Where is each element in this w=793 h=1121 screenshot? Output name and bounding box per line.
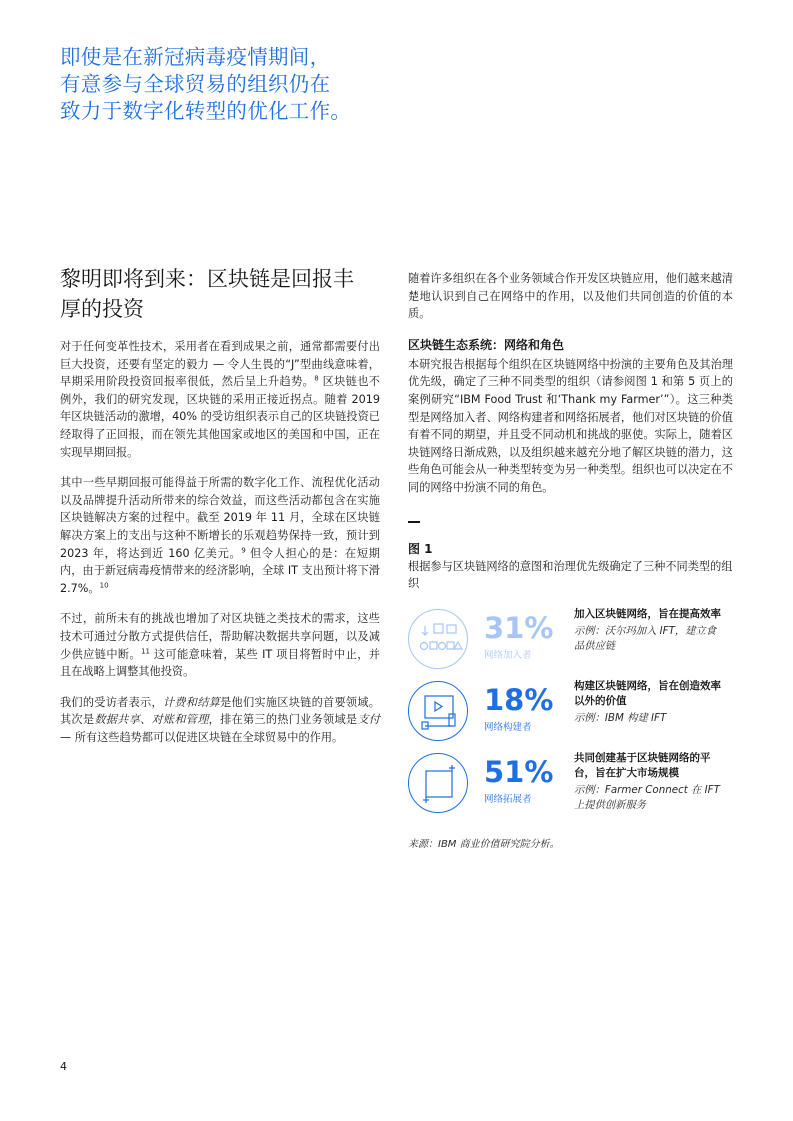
figure-subtitle: 根据参与区块链网络的意图和治理优先级确定了三种不同类型的组织 xyxy=(408,559,733,591)
role-name: 网络构建者 xyxy=(484,721,532,733)
footnote-ref: 11 xyxy=(141,646,150,655)
role-desc-text: 加入区块链网络，旨在提高效率 xyxy=(574,607,721,620)
role-percentage: 18% xyxy=(484,682,554,717)
role-percentage: 51% xyxy=(484,754,554,789)
section-heading-line: 厚的投资 xyxy=(60,297,144,321)
footnote-ref: 10 xyxy=(99,580,109,589)
paragraph xyxy=(60,474,380,597)
role-example: 示例：Farmer Connect 在 IFT 上提供创新服务 xyxy=(574,783,720,811)
paragraph-text: 是他们实施区块链的首要领域。其次是 xyxy=(60,695,380,727)
pull-quote-line: 有意参与全球贸易的组织仍在 xyxy=(60,72,331,96)
pull-quote-line: 致力于数字化转型的优化工作。 xyxy=(60,99,352,123)
role-desc-text: 构建区块链网络，旨在创造效率以外的价值 xyxy=(574,679,721,707)
subheading: 区块链生态系统：网络和角色 xyxy=(408,337,565,352)
role-name: 网络加入者 xyxy=(484,649,532,661)
paragraph-text: 对于任何变革性技术，采用者在看到成果之前，通常都需要付出巨大投资，还要有坚定的毅力 — 令人生畏的“J”型曲线意味着，早期采用阶段投资回报率很低，然后呈上升趋势。 xyxy=(60,340,380,389)
right-column xyxy=(408,270,733,850)
role-percentage: 31% xyxy=(484,610,554,645)
paragraph xyxy=(60,338,380,461)
emphasis: 对账和管理 xyxy=(151,713,209,727)
paragraph-text: 、 xyxy=(140,713,152,727)
emphasis: 数据共享 xyxy=(94,713,141,727)
divider xyxy=(408,521,420,523)
role-description xyxy=(574,679,724,726)
joiner-icon xyxy=(408,609,468,669)
emphasis: 计费和结算 xyxy=(162,695,221,709)
paragraph-text: 这可能意味着，某些 IT 项目将暂时中止，并且在战略上调整其他投资。 xyxy=(60,647,380,679)
paragraph-text: 我们的受访者表示， xyxy=(60,695,163,709)
pull-quote xyxy=(60,44,400,125)
pull-quote-line: 即使是在新冠病毒疫情期间， xyxy=(60,45,331,69)
paragraph-text: 其中一些早期回报可能得益于所需的数字化工作、流程优化活动以及品牌提升活动所带来的综合效益，而这些活动都包含在实施区块链解决方案的过程中。截至 2019 年 11 月，全球在区块链解决方案上的支出与这种不断增长的乐观趋势保持一致，预计到 2023 年，将达到近 160 亿美元。 xyxy=(60,476,380,560)
role-row-extender xyxy=(408,747,733,817)
page-number: 4 xyxy=(60,1060,67,1073)
extender-icon xyxy=(408,753,468,813)
role-description xyxy=(574,607,724,654)
paragraph-text: 区块链也不例外，我们的研究发现，区块链的采用正接近拐点。随着 2019 年区块链活动的激增，40% 的受访组织表示自己的区块链投资已经取得了正回报，而在领先其他国家或地区的美国和中国，正在实现早期回报。 xyxy=(60,375,380,459)
role-example: 示例：IBM 构建 IFT xyxy=(574,711,667,724)
paragraph-text: 但令人担心的是：在短期内，由于新冠病毒疫情带来的经济影响，全球 IT 支出预计将下滑 2.7%。 xyxy=(60,546,380,595)
left-column xyxy=(60,264,380,759)
section-heading-line: 黎明即将到来：区块链是回报丰 xyxy=(60,267,354,291)
role-row-builder xyxy=(408,675,733,745)
role-name: 网络拓展者 xyxy=(484,793,532,805)
figure-title: 图 1 xyxy=(408,541,433,556)
paragraph: 本研究报告根据每个组织在区块链网络中扮演的主要角色及其治理优先级，确定了三种不同类型的组织（请参阅图 1 和第 5 页上的案例研究“IBM Food Trust 和‘Thank my Farmer’”）。这三种类型是网络加入者、网络构建者和网络拓展者，他们对区块链的价值有着不同的期望，并且受不同动机和挑战的驱使。实际上，随着区块链网络日渐成熟，以及组织越来越充分地了解区块链的潜力，这些角色可能会从一种类型转变为另一种类型。组织也可以决定在不同的网络中扮演不同的角色。 xyxy=(408,357,733,494)
paragraph-text: — 所有这些趋势都可以促进区块链在全球贸易中的作用。 xyxy=(60,730,344,744)
role-example: 示例：沃尔玛加入 IFT，建立食品供应链 xyxy=(574,624,717,652)
paragraph: 随着许多组织在各个业务领域合作开发区块链应用，他们越来越清楚地认识到自己在网络中的作用，以及他们共同创造的价值的本质。 xyxy=(408,272,733,321)
footnote-ref: 9 xyxy=(241,545,246,554)
paragraph xyxy=(60,610,380,680)
emphasis: 支付 xyxy=(357,713,380,727)
figure-source: 来源：IBM 商业价值研究院分析。 xyxy=(408,838,560,850)
role-desc-text: 共同创建基于区块链网络的平台，旨在扩大市场规模 xyxy=(574,751,711,779)
paragraph xyxy=(60,694,380,747)
builder-icon xyxy=(408,681,468,741)
paragraph-text: ，排在第三的热门业务领域是 xyxy=(208,713,358,727)
paragraph-text: 不过，前所未有的挑战也增加了对区块链之类技术的需求，这些技术可通过分散方式提供信任，帮助解决数据共享问题，以及减少供应链中断。 xyxy=(60,612,380,661)
role-row-joiner xyxy=(408,603,733,673)
footnote-ref: 8 xyxy=(314,374,319,383)
role-description xyxy=(574,751,724,813)
section-heading xyxy=(60,264,380,324)
